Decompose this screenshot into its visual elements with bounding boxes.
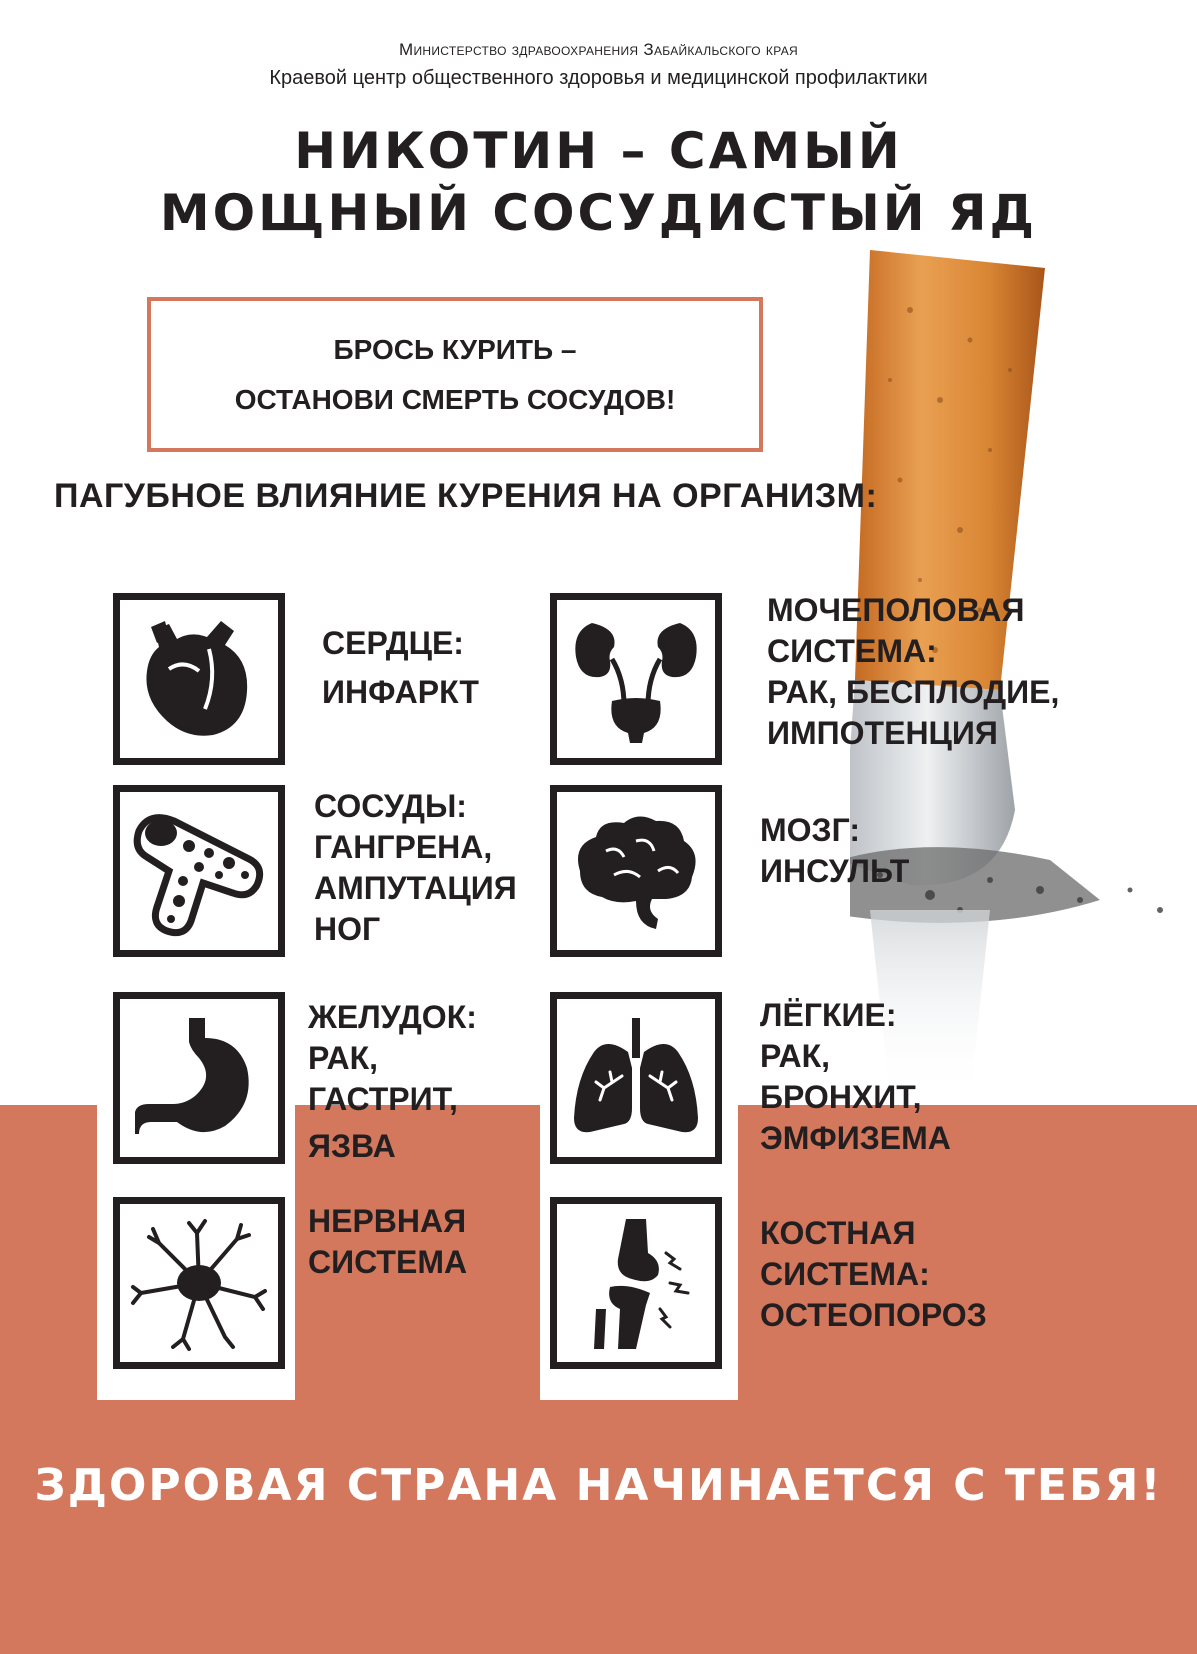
nervous-label-line: НЕРВНАЯ [308, 1203, 467, 1239]
section-heading: ПАГУБНОЕ ВЛИЯНИЕ КУРЕНИЯ НА ОРГАНИЗМ: [54, 477, 878, 515]
vessels-label-line: ГАНГРЕНА, [314, 829, 493, 865]
vessels-label-line: АМПУТАЦИЯ [314, 870, 517, 906]
stomach-icon [129, 1008, 269, 1148]
vessels-label-line: СОСУДЫ: [314, 788, 467, 824]
heart-label-line: СЕРДЦЕ: [322, 625, 464, 661]
footer-slogan: ЗДОРОВАЯ СТРАНА НАЧИНАЕТСЯ С ТЕБЯ! [34, 1460, 1163, 1511]
title-line-1: НИКОТИН – САМЫЙ [294, 122, 903, 180]
nervous-icon-box [113, 1197, 285, 1369]
lungs-label-line: БРОНХИТ, [760, 1079, 922, 1115]
stomach-icon-box [113, 992, 285, 1164]
center-name: Краевой центр общественного здоровья и медицинской профилактики [269, 67, 928, 89]
lungs-label-line: ЛЁГКИЕ: [760, 997, 897, 1033]
stomach-label-line: ГАСТРИТ, [308, 1081, 458, 1117]
kidneys-icon [566, 609, 706, 749]
heart-label-line: ИНФАРКТ [322, 674, 479, 710]
skeletal-label-line: КОСТНАЯ [760, 1215, 916, 1251]
brain-icon [566, 801, 706, 941]
page-title [0, 120, 1197, 244]
ministry-name: Министерство здравоохранения Забайкальского края [399, 40, 798, 59]
urogenital-icon-box [550, 593, 722, 765]
lungs-label-line: ЭМФИЗЕМА [760, 1120, 951, 1156]
slogan-line-1: БРОСЬ КУРИТЬ – [333, 333, 577, 365]
knee-joint-icon [566, 1213, 706, 1353]
brain-label-line: ИНСУЛЬТ [760, 853, 910, 889]
skeletal-label-line: СИСТЕМА: [760, 1256, 930, 1292]
slogan-box [147, 297, 763, 452]
stomach-label-line: ЖЕЛУДОК: [308, 999, 477, 1035]
vessels-label [314, 786, 517, 950]
brain-label-line: МОЗГ: [760, 812, 860, 848]
heart-icon [129, 609, 269, 749]
urogenital-label-line: МОЧЕПОЛОВАЯ [767, 592, 1025, 628]
vessels-icon-box [113, 785, 285, 957]
heart-icon-box [113, 593, 285, 765]
urogenital-label-line: СИСТЕМА: [767, 633, 937, 669]
title-line-2: МОЩНЫЙ СОСУДИСТЫЙ ЯД [159, 184, 1038, 242]
urogenital-label-line: ИМПОТЕНЦИЯ [767, 715, 998, 751]
blood-vessel-icon [129, 801, 269, 941]
stomach-label-line: ЯЗВА [308, 1128, 396, 1164]
nervous-label [308, 1201, 467, 1283]
lungs-icon-box [550, 992, 722, 1164]
heart-label [322, 623, 479, 713]
brain-label [760, 810, 909, 892]
lungs-icon [566, 1008, 706, 1148]
vessels-label-line: НОГ [314, 911, 381, 947]
lungs-label [760, 995, 951, 1159]
brain-icon-box [550, 785, 722, 957]
skeletal-label-line: ОСТЕОПОРОЗ [760, 1297, 987, 1333]
slogan-line-2: ОСТАНОВИ СМЕРТЬ СОСУДОВ! [234, 383, 676, 415]
urogenital-label-line: РАК, БЕСПЛОДИЕ, [767, 674, 1060, 710]
stomach-label-line: РАК, [308, 1040, 379, 1076]
stomach-label [308, 997, 477, 1167]
skeletal-icon-box [550, 1197, 722, 1369]
skeletal-label [760, 1213, 987, 1336]
lungs-label-line: РАК, [760, 1038, 831, 1074]
nervous-label-line: СИСТЕМА [308, 1244, 468, 1280]
urogenital-label [767, 590, 1059, 754]
neuron-icon [129, 1213, 269, 1353]
